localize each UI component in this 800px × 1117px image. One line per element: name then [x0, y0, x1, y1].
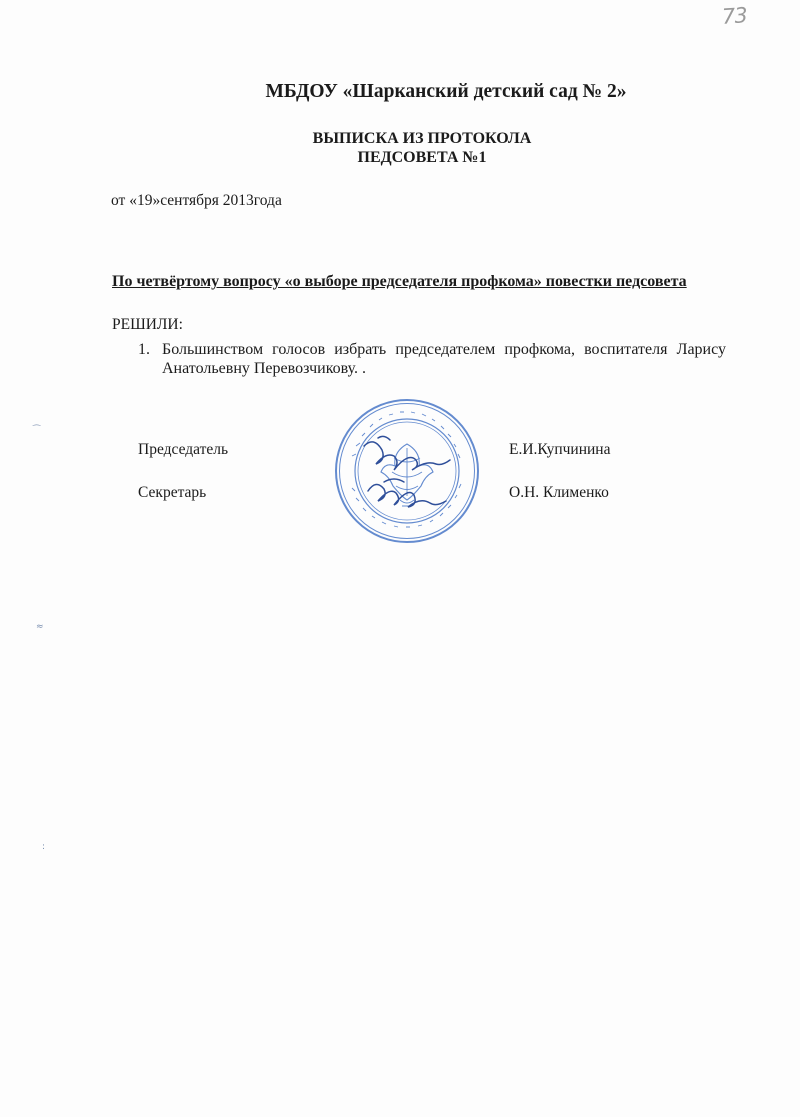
document-title: [0, 129, 800, 167]
scan-speck: :: [42, 842, 46, 852]
decision-number: 1.: [138, 341, 150, 358]
document-title-line-2: ПЕДСОВЕТА №1: [357, 149, 487, 166]
secretary-name: О.Н. Клименко: [509, 484, 609, 501]
decision-item: [138, 340, 726, 378]
decided-label: РЕШИЛИ:: [112, 316, 183, 333]
document-title-line-1: ВЫПИСКА ИЗ ПРОТОКОЛА: [312, 130, 532, 147]
chair-name: Е.И.Купчинина: [509, 441, 611, 458]
decision-list: [138, 340, 726, 378]
agenda-question: По четвёртому вопросу «о выборе председателя профкома» повестки педсовета: [112, 273, 687, 290]
chair-role: Председатель: [138, 441, 229, 458]
scan-speck: ≈: [36, 622, 44, 632]
secretary-role: Секретарь: [138, 484, 207, 501]
scan-speck: ⁀: [33, 426, 41, 436]
handwritten-page-number: 73: [721, 3, 748, 29]
document-date: от «19»сентября 2013года: [111, 192, 282, 209]
organization-title: МБДОУ «Шарканский детский сад № 2»: [265, 81, 627, 102]
decision-text: Большинством голосов избрать председателем профкома, воспитателя Ларису Анатольевну Перевозчикову. .: [162, 341, 726, 377]
official-stamp-seal: [332, 396, 482, 546]
